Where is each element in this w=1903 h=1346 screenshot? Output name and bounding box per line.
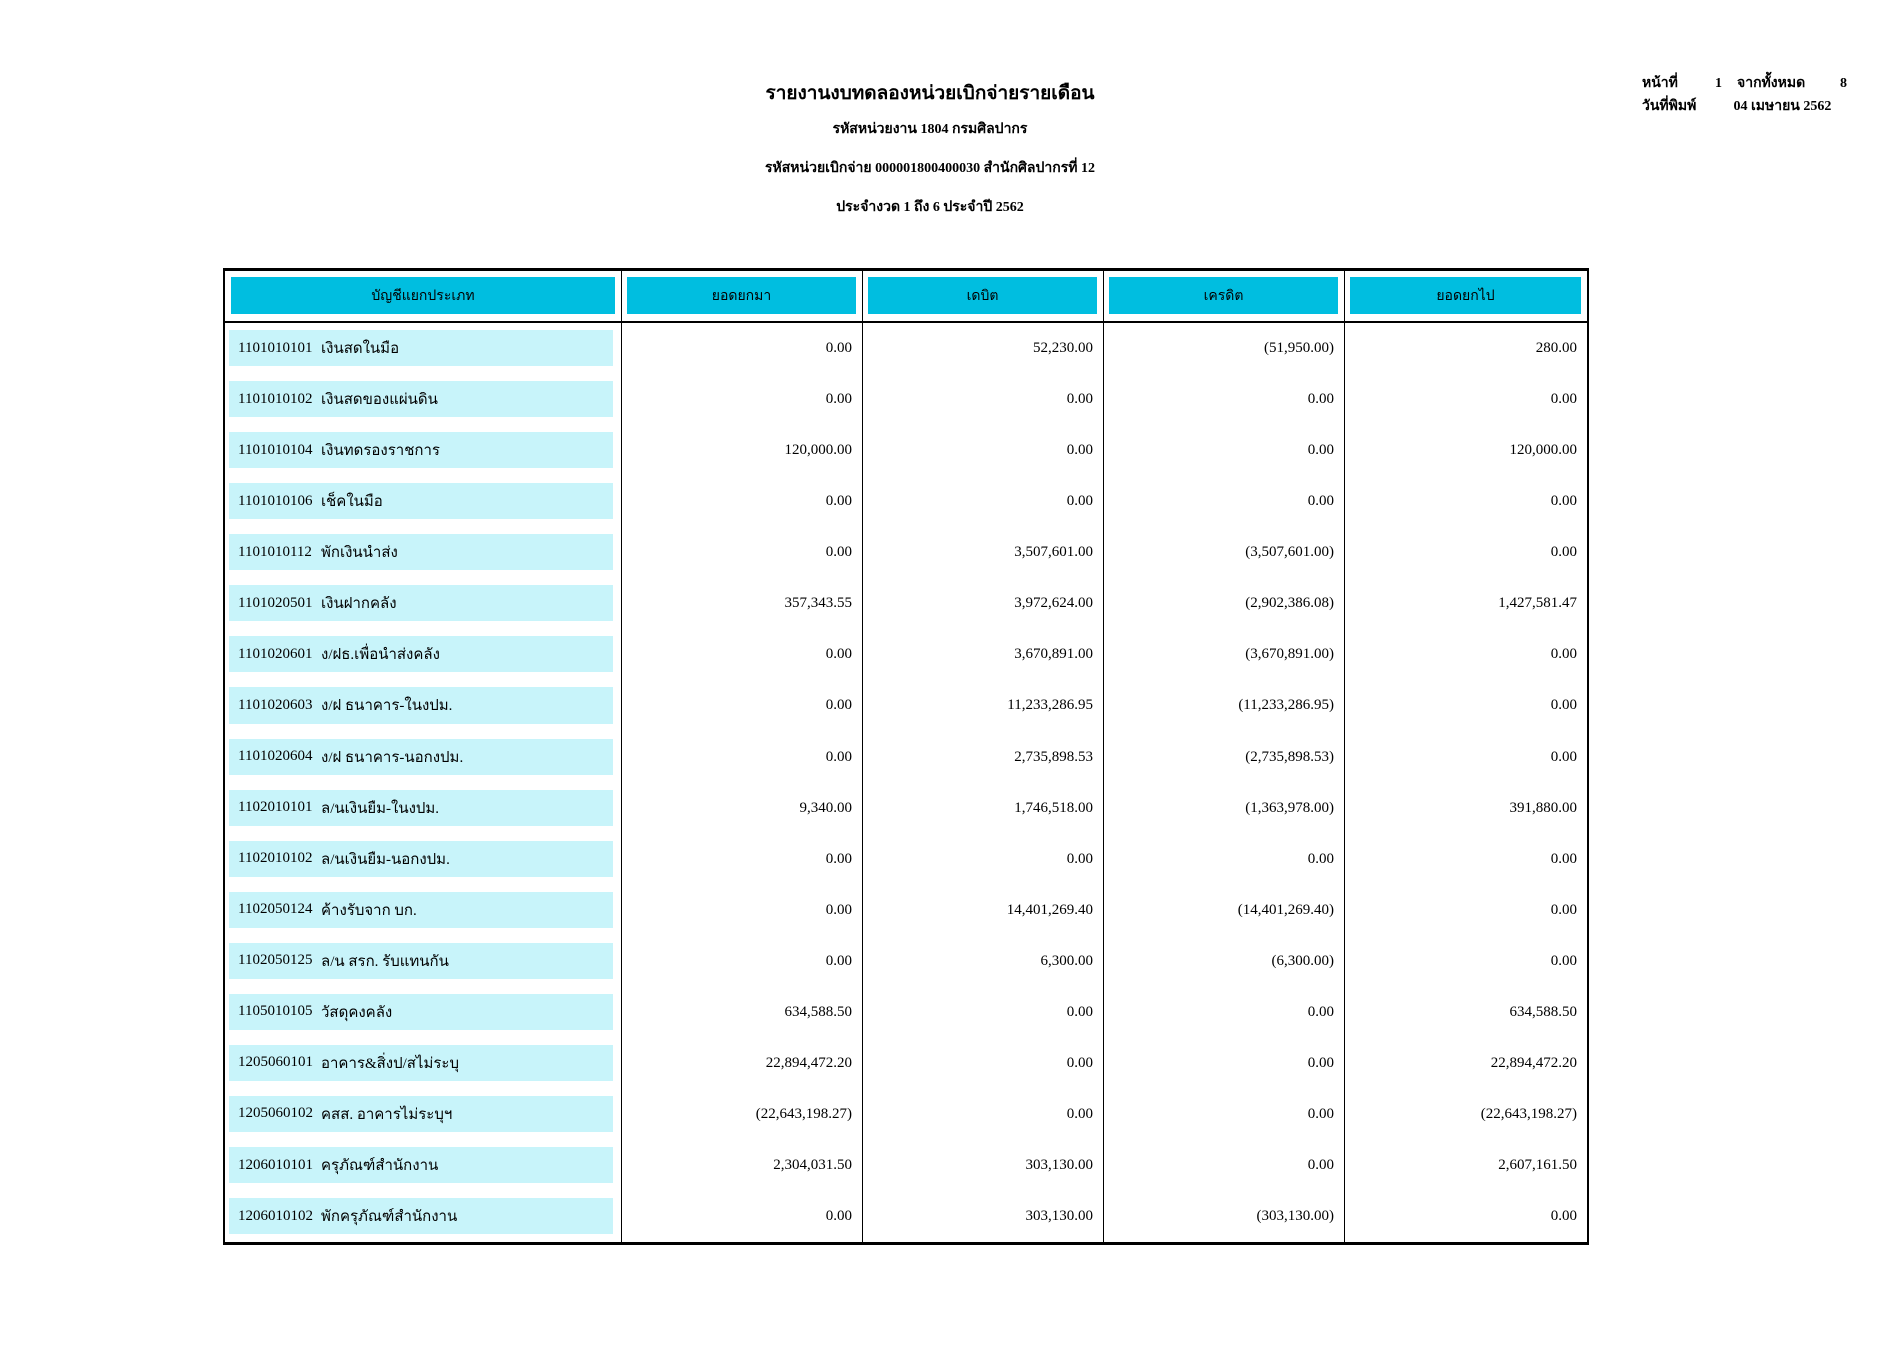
account-band [229,994,613,1030]
beginning-balance-value: 0.00 [825,391,852,408]
account-band [229,739,613,775]
account-band [229,892,613,928]
beginning-balance-value: 0.00 [825,544,852,561]
credit-value: (2,735,898.53) [1245,748,1334,765]
account-code: 1102010101 [238,799,313,816]
account-code: 1101010101 [238,339,313,356]
period-line: ประจำงวด 1 ถึง 6 ประจำปี 2562 [836,200,1024,215]
account-cell [225,1191,621,1242]
table-body [225,323,1587,1242]
table-row [225,1038,1587,1089]
table-row [225,680,1587,731]
account-cell [225,885,621,936]
beginning-balance-value: 22,894,472.20 [765,1054,852,1071]
account-band [229,432,613,468]
table-header-row [225,271,1587,323]
account-cell [225,629,621,680]
account-band [229,687,613,723]
print-date-row [1642,95,1859,118]
beginning-balance-value: 0.00 [825,340,852,357]
account-cell [225,323,621,374]
beginning-balance-value: 0.00 [825,697,852,714]
table-row [225,323,1587,374]
header-cell-account [225,271,621,321]
credit-value: 0.00 [1307,1105,1334,1122]
account-name: พักครุภัณฑ์สำนักงาน [321,1209,458,1226]
credit-value: (51,950.00) [1264,340,1334,357]
table-row [225,425,1587,476]
account-band [229,534,613,570]
ending-balance-value: 0.00 [1550,697,1577,714]
debit-value: 6,300.00 [1040,952,1093,969]
header-cell-credit [1103,271,1344,321]
table-row [225,987,1587,1038]
beginning-balance-value: 9,340.00 [799,799,852,816]
ending-balance-value: 0.00 [1550,952,1577,969]
account-band [229,1045,613,1081]
table-row [225,629,1587,680]
column-header-credit: เครดิต [1109,277,1338,314]
account-name: เงินฝากคลัง [321,596,397,613]
table-row [225,732,1587,783]
account-band [229,381,613,417]
account-name: พักเงินนำส่ง [321,545,398,562]
account-code: 1101010106 [238,492,313,509]
account-name: เงินทดรองราชการ [321,443,440,460]
credit-value: 0.00 [1307,493,1334,510]
credit-value: (3,670,891.00) [1245,646,1334,663]
debit-value: 0.00 [1066,442,1093,459]
debit-value: 0.00 [1066,391,1093,408]
column-header-beginning-balance: ยอดยกมา [627,277,856,314]
account-code: 1101020604 [238,748,313,765]
account-band [229,1096,613,1132]
column-header-debit: เดบิต [868,277,1097,314]
beginning-balance-value: (22,643,198.27) [755,1105,852,1122]
report-header [0,78,1860,235]
table-row [225,476,1587,527]
account-name: เงินสดในมือ [321,341,400,358]
beginning-balance-value: 0.00 [825,850,852,867]
table-row [225,1140,1587,1191]
credit-value: 0.00 [1307,391,1334,408]
beginning-balance-value: 2,304,031.50 [773,1157,852,1174]
ending-balance-value: 0.00 [1550,493,1577,510]
ending-balance-value: 1,427,581.47 [1498,595,1577,612]
table-row [225,783,1587,834]
ending-balance-value: 0.00 [1550,1208,1577,1225]
credit-value: (6,300.00) [1271,952,1334,969]
credit-value: (1,363,978.00) [1245,799,1334,816]
account-band [229,790,613,826]
account-code: 1102010102 [238,850,313,867]
account-name: คสส. อาคารไม่ระบุฯ [321,1106,453,1123]
debit-value: 0.00 [1066,1105,1093,1122]
account-code: 1206010102 [238,1207,313,1224]
ending-balance-value: 0.00 [1550,748,1577,765]
credit-value: 0.00 [1307,442,1334,459]
account-code: 1101020501 [238,594,313,611]
credit-value: 0.00 [1307,850,1334,867]
debit-value: 0.00 [1066,1054,1093,1071]
table-row [225,834,1587,885]
beginning-balance-value: 357,343.55 [784,595,852,612]
beginning-balance-value: 0.00 [825,493,852,510]
beginning-balance-value: 0.00 [825,901,852,918]
column-divider [1344,271,1345,1242]
account-code: 1101010104 [238,441,313,458]
debit-value: 0.00 [1066,850,1093,867]
table-row [225,885,1587,936]
ending-balance-value: 280.00 [1535,340,1577,357]
credit-value: (3,507,601.00) [1245,544,1334,561]
debit-value: 303,130.00 [1025,1157,1093,1174]
account-cell [225,783,621,834]
debit-value: 3,507,601.00 [1014,544,1093,561]
disbursement-unit-line: รหัสหน่วยเบิกจ่าย 000001800400030 สำนักศิลปากรที่ 12 [765,161,1095,176]
column-header-ending-balance: ยอดยกไป [1350,277,1581,314]
account-code: 1101020601 [238,645,313,662]
credit-value: 0.00 [1307,1003,1334,1020]
debit-value: 14,401,269.40 [1006,901,1093,918]
print-date-label: วันที่พิมพ์ [1642,99,1697,114]
account-code: 1101010102 [238,390,313,407]
account-cell [225,527,621,578]
account-name: ค้างรับจาก บก. [321,902,417,919]
ending-balance-value: 634,588.50 [1509,1003,1577,1020]
account-name: ง/ฝ ธนาคาร-นอกงปม. [321,749,464,766]
page-number: 1 [1715,76,1722,91]
account-name: ง/ฝธ.เพื่อนำส่งคลัง [321,647,440,664]
account-name: เงินสดของแผ่นดิน [321,392,438,409]
column-divider [862,271,863,1242]
account-band [229,483,613,519]
account-cell [225,1089,621,1140]
debit-value: 0.00 [1066,493,1093,510]
trial-balance-table [223,268,1589,1245]
beginning-balance-value: 120,000.00 [784,442,852,459]
header-cell-ending-balance [1344,271,1587,321]
account-name: ล/นเงินยืม-นอกงปม. [321,851,450,868]
debit-value: 2,735,898.53 [1014,748,1093,765]
account-cell [225,476,621,527]
account-band [229,636,613,672]
account-cell [225,425,621,476]
credit-value: 0.00 [1307,1157,1334,1174]
debit-value: 3,670,891.00 [1014,646,1093,663]
account-band [229,585,613,621]
account-band [229,841,613,877]
page-label: หน้าที่ [1642,76,1678,91]
debit-value: 11,233,286.95 [1007,697,1093,714]
account-code: 1101010112 [238,543,312,560]
table-row [225,374,1587,425]
column-divider [1103,271,1104,1242]
account-name: ง/ฝ ธนาคาร-ในงปม. [321,698,453,715]
account-name: วัสดุคงคลัง [321,1004,393,1021]
account-cell [225,1140,621,1191]
credit-value: (2,902,386.08) [1245,595,1334,612]
ending-balance-value: 120,000.00 [1509,442,1577,459]
account-code: 1205060102 [238,1105,313,1122]
column-header-account: บัญชีแยกประเภท [231,277,615,314]
account-cell [225,987,621,1038]
account-code: 1102050125 [238,952,313,969]
account-name: ล/น สรก. รับแทนกัน [321,953,449,970]
debit-value: 1,746,518.00 [1014,799,1093,816]
table-row [225,527,1587,578]
ending-balance-value: 391,880.00 [1509,799,1577,816]
beginning-balance-value: 634,588.50 [784,1003,852,1020]
report-title: รายงานงบทดลองหน่วยเบิกจ่ายรายเดือน [765,83,1095,104]
column-divider [621,271,622,1242]
debit-value: 3,972,624.00 [1014,595,1093,612]
page-number-row [1642,72,1859,95]
debit-value: 52,230.00 [1033,340,1093,357]
account-cell [225,936,621,987]
account-band [229,1147,613,1183]
agency-code-line: รหัสหน่วยงาน 1804 กรมศิลปากร [832,122,1028,137]
credit-value: (303,130.00) [1256,1208,1334,1225]
account-name: ล/นเงินยืม-ในงปม. [321,800,440,817]
account-cell [225,680,621,731]
account-cell [225,834,621,885]
header-cell-debit [862,271,1103,321]
ending-balance-value: 0.00 [1550,544,1577,561]
account-cell [225,1038,621,1089]
account-code: 1105010105 [238,1003,313,1020]
ending-balance-value: 22,894,472.20 [1490,1054,1577,1071]
account-cell [225,732,621,783]
table-row [225,578,1587,629]
ending-balance-value: 0.00 [1550,901,1577,918]
table-row [225,1191,1587,1242]
ending-balance-value: 0.00 [1550,850,1577,867]
account-code: 1205060101 [238,1054,313,1071]
account-name: ครุภัณฑ์สำนักงาน [321,1158,439,1175]
total-pages-label: จากทั้งหมด [1737,76,1806,91]
account-band [229,1198,613,1234]
ending-balance-value: 0.00 [1550,646,1577,663]
account-code: 1206010101 [238,1156,313,1173]
print-date: 04 เมษายน 2562 [1733,99,1832,114]
account-cell [225,374,621,425]
header-cell-beginning-balance [621,271,862,321]
account-band [229,330,613,366]
ending-balance-value: (22,643,198.27) [1480,1105,1577,1122]
account-code: 1102050124 [238,901,313,918]
page-info [1642,72,1859,118]
table-row [225,1089,1587,1140]
ending-balance-value: 2,607,161.50 [1498,1157,1577,1174]
ending-balance-value: 0.00 [1550,391,1577,408]
account-cell [225,578,621,629]
beginning-balance-value: 0.00 [825,646,852,663]
beginning-balance-value: 0.00 [825,748,852,765]
credit-value: (11,233,286.95) [1238,697,1334,714]
total-pages: 8 [1840,76,1847,91]
account-name: เช็คในมือ [321,494,383,511]
account-band [229,943,613,979]
credit-value: (14,401,269.40) [1237,901,1334,918]
table-row [225,936,1587,987]
beginning-balance-value: 0.00 [825,952,852,969]
debit-value: 303,130.00 [1025,1208,1093,1225]
account-code: 1101020603 [238,696,313,713]
account-name: อาคาร&สิ่งป/สไม่ระบุ [321,1055,460,1072]
beginning-balance-value: 0.00 [825,1208,852,1225]
debit-value: 0.00 [1066,1003,1093,1020]
credit-value: 0.00 [1307,1054,1334,1071]
